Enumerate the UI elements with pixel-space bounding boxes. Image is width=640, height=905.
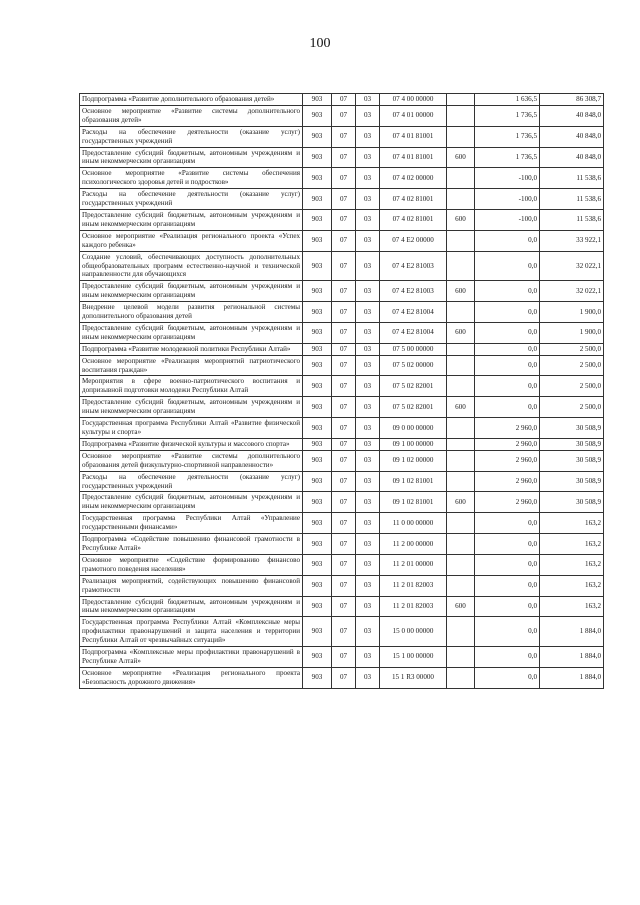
section-code-cell: 07 xyxy=(332,397,356,418)
table-row xyxy=(80,513,604,534)
table-row xyxy=(80,105,604,126)
section-code-cell: 07 xyxy=(332,302,356,323)
expense-type-cell xyxy=(447,450,475,471)
section-code-cell: 07 xyxy=(332,343,356,355)
section-code-cell: 07 xyxy=(332,230,356,251)
amount-total-cell: 11 538,6 xyxy=(540,168,604,189)
amount-total-cell: 1 900,0 xyxy=(540,302,604,323)
amount-total-cell: 163,2 xyxy=(540,575,604,596)
amount-total-cell: 2 500,0 xyxy=(540,355,604,376)
section-code-cell: 07 xyxy=(332,376,356,397)
ved-code-cell: 903 xyxy=(303,355,332,376)
expense-type-cell: 600 xyxy=(447,596,475,617)
row-name-cell: Основное мероприятие «Содействие формированию финансово грамотного поведения населения» xyxy=(80,554,303,575)
table-row xyxy=(80,575,604,596)
ved-code-cell: 903 xyxy=(303,397,332,418)
subsection-code-cell: 03 xyxy=(356,105,380,126)
amount-change-cell: 0,0 xyxy=(475,397,540,418)
amount-total-cell: 1 900,0 xyxy=(540,322,604,343)
ved-code-cell: 903 xyxy=(303,251,332,281)
row-name-cell: Предоставление субсидий бюджетным, автономным учреждениям и иным некоммерческим организациям xyxy=(80,397,303,418)
section-code-cell: 07 xyxy=(332,450,356,471)
section-code-cell: 07 xyxy=(332,418,356,439)
ved-code-cell: 903 xyxy=(303,168,332,189)
section-code-cell: 07 xyxy=(332,322,356,343)
amount-total-cell: 1 884,0 xyxy=(540,667,604,688)
target-article-cell: 07 4 02 81001 xyxy=(380,189,447,210)
amount-change-cell: 0,0 xyxy=(475,667,540,688)
ved-code-cell: 903 xyxy=(303,126,332,147)
target-article-cell: 07 4 E2 81003 xyxy=(380,281,447,302)
section-code-cell: 07 xyxy=(332,492,356,513)
section-code-cell: 07 xyxy=(332,647,356,668)
row-name-cell: Основное мероприятие «Развитие системы дополнительного образования детей» xyxy=(80,105,303,126)
table-body xyxy=(80,94,604,689)
target-article-cell: 09 1 02 00000 xyxy=(380,450,447,471)
target-article-cell: 15 0 00 00000 xyxy=(380,617,447,647)
ved-code-cell: 903 xyxy=(303,147,332,168)
table-row xyxy=(80,147,604,168)
expense-type-cell xyxy=(447,534,475,555)
ved-code-cell: 903 xyxy=(303,376,332,397)
amount-change-cell: -100,0 xyxy=(475,168,540,189)
table-row xyxy=(80,438,604,450)
ved-code-cell: 903 xyxy=(303,230,332,251)
row-name-cell: Основное мероприятие «Развитие системы обеспечения психологического здоровья детей и подростков» xyxy=(80,168,303,189)
ved-code-cell: 903 xyxy=(303,209,332,230)
target-article-cell: 15 1 00 00000 xyxy=(380,647,447,668)
amount-change-cell: 0,0 xyxy=(475,596,540,617)
target-article-cell: 11 2 01 82003 xyxy=(380,575,447,596)
section-code-cell: 07 xyxy=(332,575,356,596)
amount-change-cell: 0,0 xyxy=(475,617,540,647)
ved-code-cell: 903 xyxy=(303,105,332,126)
section-code-cell: 07 xyxy=(332,355,356,376)
table-row xyxy=(80,126,604,147)
amount-total-cell: 30 508,9 xyxy=(540,450,604,471)
expense-type-cell xyxy=(447,575,475,596)
ved-code-cell: 903 xyxy=(303,471,332,492)
table-row xyxy=(80,534,604,555)
expense-type-cell xyxy=(447,513,475,534)
expense-type-cell xyxy=(447,189,475,210)
row-name-cell: Государственная программа Республики Алтай «Управление государственными финансами» xyxy=(80,513,303,534)
table-row xyxy=(80,397,604,418)
expense-type-cell xyxy=(447,343,475,355)
amount-change-cell: 0,0 xyxy=(475,322,540,343)
ved-code-cell: 903 xyxy=(303,647,332,668)
row-name-cell: Предоставление субсидий бюджетным, автономным учреждениям и иным некоммерческим организациям xyxy=(80,596,303,617)
subsection-code-cell: 03 xyxy=(356,647,380,668)
amount-total-cell: 33 922,1 xyxy=(540,230,604,251)
table-row xyxy=(80,281,604,302)
expense-type-cell: 600 xyxy=(447,147,475,168)
ved-code-cell: 903 xyxy=(303,302,332,323)
expense-type-cell xyxy=(447,168,475,189)
amount-total-cell: 2 500,0 xyxy=(540,397,604,418)
target-article-cell: 07 4 E2 00000 xyxy=(380,230,447,251)
row-name-cell: Подпрограмма «Содействие повышению финансовой грамотности в Республике Алтай» xyxy=(80,534,303,555)
expense-type-cell xyxy=(447,418,475,439)
amount-change-cell: 0,0 xyxy=(475,513,540,534)
amount-change-cell: 1 736,5 xyxy=(475,105,540,126)
subsection-code-cell: 03 xyxy=(356,617,380,647)
row-name-cell: Подпрограмма «Развитие физической культуры и массового спорта» xyxy=(80,438,303,450)
amount-change-cell: 0,0 xyxy=(475,251,540,281)
table-row xyxy=(80,209,604,230)
subsection-code-cell: 03 xyxy=(356,438,380,450)
ved-code-cell: 903 xyxy=(303,438,332,450)
subsection-code-cell: 03 xyxy=(356,667,380,688)
expense-type-cell: 600 xyxy=(447,397,475,418)
subsection-code-cell: 03 xyxy=(356,418,380,439)
target-article-cell: 07 5 00 00000 xyxy=(380,343,447,355)
ved-code-cell: 903 xyxy=(303,94,332,106)
expense-type-cell xyxy=(447,302,475,323)
row-name-cell: Создание условий, обеспечивающих доступность дополнительных общеобразовательных программ естественно-научной и технической направленности для обучающихся xyxy=(80,251,303,281)
expense-type-cell xyxy=(447,105,475,126)
section-code-cell: 07 xyxy=(332,471,356,492)
amount-total-cell: 40 848,0 xyxy=(540,126,604,147)
subsection-code-cell: 03 xyxy=(356,230,380,251)
table-row xyxy=(80,94,604,106)
ved-code-cell: 903 xyxy=(303,667,332,688)
expense-type-cell xyxy=(447,251,475,281)
table-row xyxy=(80,302,604,323)
section-code-cell: 07 xyxy=(332,596,356,617)
target-article-cell: 11 2 00 00000 xyxy=(380,534,447,555)
expense-type-cell xyxy=(447,617,475,647)
amount-total-cell: 30 508,9 xyxy=(540,418,604,439)
amount-total-cell: 30 508,9 xyxy=(540,438,604,450)
subsection-code-cell: 03 xyxy=(356,281,380,302)
ved-code-cell: 903 xyxy=(303,189,332,210)
ved-code-cell: 903 xyxy=(303,575,332,596)
target-article-cell: 07 5 02 00000 xyxy=(380,355,447,376)
target-article-cell: 11 2 01 00000 xyxy=(380,554,447,575)
expense-type-cell xyxy=(447,438,475,450)
target-article-cell: 07 4 E2 81004 xyxy=(380,322,447,343)
amount-change-cell: 2 960,0 xyxy=(475,418,540,439)
amount-change-cell: 2 960,0 xyxy=(475,450,540,471)
amount-total-cell: 30 508,9 xyxy=(540,471,604,492)
target-article-cell: 09 1 00 00000 xyxy=(380,438,447,450)
amount-change-cell: 2 960,0 xyxy=(475,438,540,450)
subsection-code-cell: 03 xyxy=(356,534,380,555)
table-row xyxy=(80,617,604,647)
amount-change-cell: 0,0 xyxy=(475,534,540,555)
row-name-cell: Предоставление субсидий бюджетным, автономным учреждениям и иным некоммерческим организациям xyxy=(80,322,303,343)
section-code-cell: 07 xyxy=(332,513,356,534)
expense-type-cell: 600 xyxy=(447,492,475,513)
target-article-cell: 07 4 01 00000 xyxy=(380,105,447,126)
expense-type-cell xyxy=(447,554,475,575)
expense-type-cell xyxy=(447,376,475,397)
row-name-cell: Государственная программа Республики Алтай «Развитие физической культуры и спорта» xyxy=(80,418,303,439)
row-name-cell: Предоставление субсидий бюджетным, автономным учреждениям и иным некоммерческим организациям xyxy=(80,209,303,230)
amount-total-cell: 11 538,6 xyxy=(540,189,604,210)
row-name-cell: Расходы на обеспечение деятельности (оказание услуг) государственных учреждений xyxy=(80,471,303,492)
target-article-cell: 07 4 E2 81004 xyxy=(380,302,447,323)
expense-type-cell: 600 xyxy=(447,322,475,343)
table-row xyxy=(80,343,604,355)
amount-change-cell: 0,0 xyxy=(475,355,540,376)
table-row xyxy=(80,376,604,397)
expense-type-cell xyxy=(447,126,475,147)
table-row xyxy=(80,596,604,617)
target-article-cell: 09 0 00 00000 xyxy=(380,418,447,439)
subsection-code-cell: 03 xyxy=(356,397,380,418)
ved-code-cell: 903 xyxy=(303,322,332,343)
subsection-code-cell: 03 xyxy=(356,471,380,492)
subsection-code-cell: 03 xyxy=(356,209,380,230)
amount-total-cell: 163,2 xyxy=(540,513,604,534)
row-name-cell: Подпрограмма «Развитие дополнительного образования детей» xyxy=(80,94,303,106)
amount-total-cell: 1 884,0 xyxy=(540,617,604,647)
table-row xyxy=(80,251,604,281)
subsection-code-cell: 03 xyxy=(356,168,380,189)
table-row xyxy=(80,322,604,343)
amount-total-cell: 163,2 xyxy=(540,534,604,555)
subsection-code-cell: 03 xyxy=(356,575,380,596)
expense-type-cell xyxy=(447,667,475,688)
ved-code-cell: 903 xyxy=(303,513,332,534)
table-row xyxy=(80,554,604,575)
subsection-code-cell: 03 xyxy=(356,147,380,168)
ved-code-cell: 903 xyxy=(303,617,332,647)
row-name-cell: Расходы на обеспечение деятельности (оказание услуг) государственных учреждений xyxy=(80,126,303,147)
amount-change-cell: 0,0 xyxy=(475,302,540,323)
section-code-cell: 07 xyxy=(332,209,356,230)
amount-total-cell: 30 508,9 xyxy=(540,492,604,513)
subsection-code-cell: 03 xyxy=(356,343,380,355)
row-name-cell: Расходы на обеспечение деятельности (оказание услуг) государственных учреждений xyxy=(80,189,303,210)
section-code-cell: 07 xyxy=(332,251,356,281)
subsection-code-cell: 03 xyxy=(356,189,380,210)
table-row xyxy=(80,647,604,668)
amount-change-cell: 1 736,5 xyxy=(475,147,540,168)
section-code-cell: 07 xyxy=(332,94,356,106)
amount-change-cell: 0,0 xyxy=(475,647,540,668)
target-article-cell: 07 4 01 81001 xyxy=(380,147,447,168)
row-name-cell: Государственная программа Республики Алтай «Комплексные меры профилактики правонарушений и защита населения и территории Республики Алтай от чрезвычайных ситуаций» xyxy=(80,617,303,647)
amount-change-cell: 1 736,5 xyxy=(475,126,540,147)
subsection-code-cell: 03 xyxy=(356,94,380,106)
expense-type-cell xyxy=(447,355,475,376)
amount-change-cell: -100,0 xyxy=(475,189,540,210)
target-article-cell: 07 5 02 82001 xyxy=(380,397,447,418)
ved-code-cell: 903 xyxy=(303,492,332,513)
row-name-cell: Основное мероприятие «Реализация регионального проекта «Успех каждого ребенка» xyxy=(80,230,303,251)
amount-change-cell: 2 960,0 xyxy=(475,471,540,492)
subsection-code-cell: 03 xyxy=(356,492,380,513)
amount-total-cell: 1 884,0 xyxy=(540,647,604,668)
row-name-cell: Предоставление субсидий бюджетным, автономным учреждениям и иным некоммерческим организациям xyxy=(80,147,303,168)
amount-total-cell: 40 848,0 xyxy=(540,105,604,126)
page-number: 100 xyxy=(309,36,331,51)
target-article-cell: 07 4 01 81001 xyxy=(380,126,447,147)
amount-total-cell: 2 500,0 xyxy=(540,376,604,397)
row-name-cell: Предоставление субсидий бюджетным, автономным учреждениям и иным некоммерческим организациям xyxy=(80,281,303,302)
table-row xyxy=(80,492,604,513)
row-name-cell: Внедрение целевой модели развития региональной системы дополнительного образования детей xyxy=(80,302,303,323)
row-name-cell: Основное мероприятие «Развитие системы дополнительного образования детей физкультурно-спортивной направленности» xyxy=(80,450,303,471)
section-code-cell: 07 xyxy=(332,534,356,555)
section-code-cell: 07 xyxy=(332,189,356,210)
subsection-code-cell: 03 xyxy=(356,513,380,534)
budget-table xyxy=(79,93,604,689)
row-name-cell: Реализация мероприятий, содействующих повышению финансовой грамотности xyxy=(80,575,303,596)
expense-type-cell xyxy=(447,230,475,251)
subsection-code-cell: 03 xyxy=(356,355,380,376)
amount-change-cell: 2 960,0 xyxy=(475,492,540,513)
target-article-cell: 07 4 E2 81003 xyxy=(380,251,447,281)
row-name-cell: Мероприятия в сфере военно-патриотического воспитания и допризывной подготовки молодежи Республики Алтай xyxy=(80,376,303,397)
subsection-code-cell: 03 xyxy=(356,554,380,575)
amount-total-cell: 86 308,7 xyxy=(540,94,604,106)
subsection-code-cell: 03 xyxy=(356,251,380,281)
amount-total-cell: 2 500,0 xyxy=(540,343,604,355)
target-article-cell: 07 4 02 00000 xyxy=(380,168,447,189)
table-row xyxy=(80,418,604,439)
ved-code-cell: 903 xyxy=(303,534,332,555)
amount-change-cell: -100,0 xyxy=(475,209,540,230)
section-code-cell: 07 xyxy=(332,667,356,688)
amount-total-cell: 32 022,1 xyxy=(540,281,604,302)
amount-total-cell: 11 538,6 xyxy=(540,209,604,230)
row-name-cell: Основное мероприятие «Реализация мероприятий патриотического воспитания граждан» xyxy=(80,355,303,376)
table-row xyxy=(80,230,604,251)
row-name-cell: Подпрограмма «Комплексные меры профилактики правонарушений в Республике Алтай» xyxy=(80,647,303,668)
section-code-cell: 07 xyxy=(332,438,356,450)
row-name-cell: Предоставление субсидий бюджетным, автономным учреждениям и иным некоммерческим организациям xyxy=(80,492,303,513)
section-code-cell: 07 xyxy=(332,168,356,189)
expense-type-cell: 600 xyxy=(447,209,475,230)
expense-type-cell xyxy=(447,471,475,492)
expense-type-cell xyxy=(447,94,475,106)
amount-change-cell: 0,0 xyxy=(475,343,540,355)
row-name-cell: Основное мероприятие «Реализация регионального проекта «Безопасность дорожного движения» xyxy=(80,667,303,688)
subsection-code-cell: 03 xyxy=(356,450,380,471)
target-article-cell: 09 1 02 81001 xyxy=(380,471,447,492)
amount-change-cell: 1 636,5 xyxy=(475,94,540,106)
target-article-cell: 11 2 01 82003 xyxy=(380,596,447,617)
table-row xyxy=(80,450,604,471)
table-row xyxy=(80,189,604,210)
amount-change-cell: 0,0 xyxy=(475,230,540,251)
table-row xyxy=(80,471,604,492)
amount-total-cell: 163,2 xyxy=(540,554,604,575)
section-code-cell: 07 xyxy=(332,617,356,647)
target-article-cell: 11 0 00 00000 xyxy=(380,513,447,534)
amount-change-cell: 0,0 xyxy=(475,575,540,596)
target-article-cell: 09 1 02 81001 xyxy=(380,492,447,513)
table-row xyxy=(80,667,604,688)
section-code-cell: 07 xyxy=(332,105,356,126)
subsection-code-cell: 03 xyxy=(356,376,380,397)
subsection-code-cell: 03 xyxy=(356,126,380,147)
section-code-cell: 07 xyxy=(332,126,356,147)
ved-code-cell: 903 xyxy=(303,554,332,575)
target-article-cell: 15 1 R3 00000 xyxy=(380,667,447,688)
section-code-cell: 07 xyxy=(332,554,356,575)
target-article-cell: 07 4 00 00000 xyxy=(380,94,447,106)
target-article-cell: 07 4 02 81001 xyxy=(380,209,447,230)
row-name-cell: Подпрограмма «Развитие молодежной политики Республики Алтай» xyxy=(80,343,303,355)
ved-code-cell: 903 xyxy=(303,418,332,439)
expense-type-cell xyxy=(447,647,475,668)
expense-type-cell: 600 xyxy=(447,281,475,302)
section-code-cell: 07 xyxy=(332,281,356,302)
ved-code-cell: 903 xyxy=(303,343,332,355)
amount-total-cell: 163,2 xyxy=(540,596,604,617)
amount-change-cell: 0,0 xyxy=(475,554,540,575)
subsection-code-cell: 03 xyxy=(356,596,380,617)
section-code-cell: 07 xyxy=(332,147,356,168)
amount-total-cell: 40 848,0 xyxy=(540,147,604,168)
table-row xyxy=(80,168,604,189)
ved-code-cell: 903 xyxy=(303,596,332,617)
target-article-cell: 07 5 02 82001 xyxy=(380,376,447,397)
ved-code-cell: 903 xyxy=(303,450,332,471)
subsection-code-cell: 03 xyxy=(356,302,380,323)
subsection-code-cell: 03 xyxy=(356,322,380,343)
amount-total-cell: 32 022,1 xyxy=(540,251,604,281)
amount-change-cell: 0,0 xyxy=(475,376,540,397)
table-row xyxy=(80,355,604,376)
amount-change-cell: 0,0 xyxy=(475,281,540,302)
ved-code-cell: 903 xyxy=(303,281,332,302)
